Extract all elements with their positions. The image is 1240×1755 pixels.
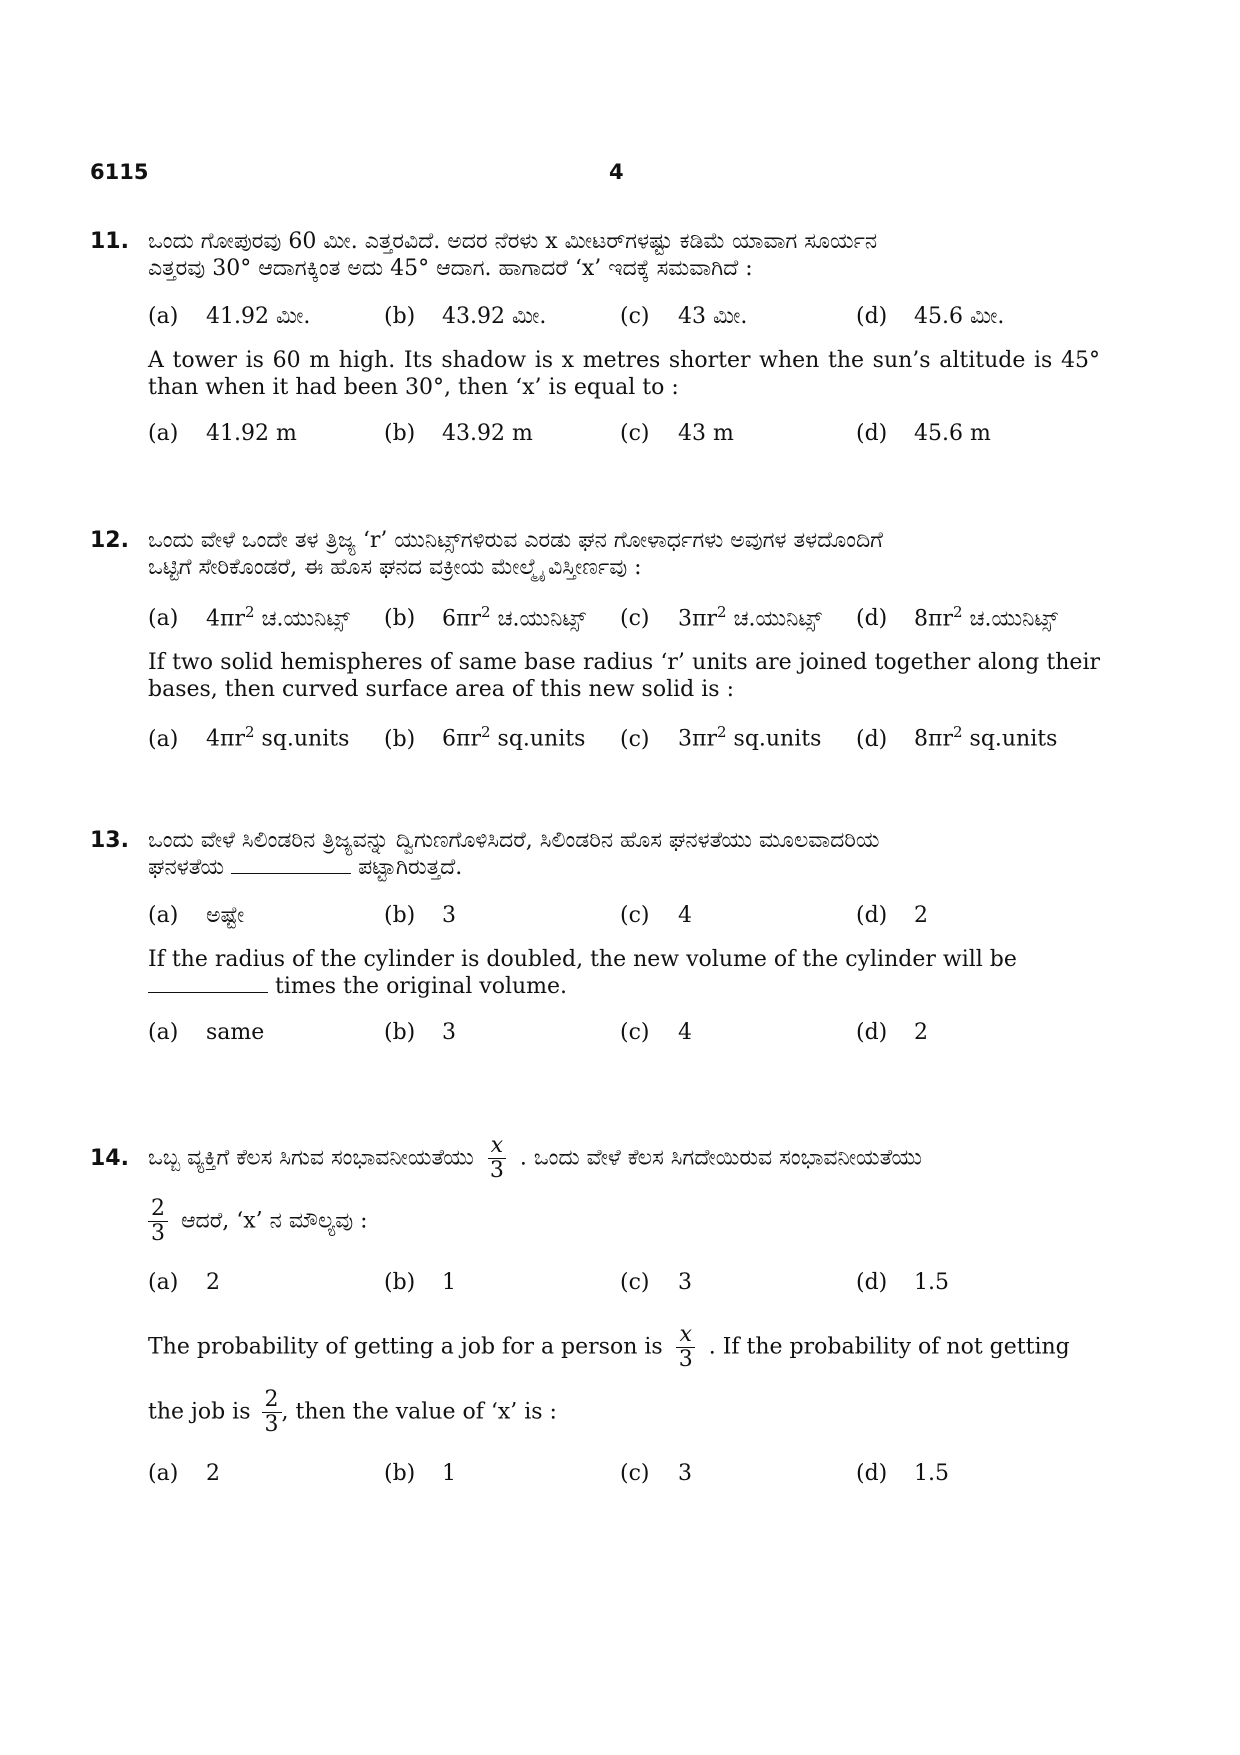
english-options: [90, 723, 1100, 751]
option-label: (d): [856, 726, 888, 752]
question-number: 13.: [90, 828, 129, 853]
option-label: (b): [384, 606, 416, 632]
option-label: (c): [620, 1270, 650, 1295]
option-a: ಅಷ್ಟೇ: [206, 903, 245, 928]
kannada-options: [90, 1270, 1100, 1295]
option-label: (c): [620, 304, 650, 329]
kannada-options: [90, 304, 1100, 329]
option-d: 45.6 ಮೀ.: [914, 304, 1005, 329]
option-label: (c): [620, 726, 650, 752]
kannada-options: [90, 903, 1100, 928]
option-label: (b): [384, 1461, 416, 1486]
kannada-text-line-2: ಎತ್ತರವು 30° ಆದಾಗಕ್ಕಿಂತ ಅದು 45° ಆದಾಗ. ಹಾಗಾದರೆ ‘x’ ಇದಕ್ಕೆ ಸಮವಾಗಿದೆ :: [148, 256, 753, 281]
english-text: A tower is 60 m high. Its shadow is x metres shorter when the sun’s altitude is 45° than when it had been 30°, then ‘x’ is equal to :: [148, 348, 1100, 400]
option-a: $4\pi r^2$ ಚ.ಯುನಿಟ್ಸ್: [206, 603, 350, 632]
option-c: $3\pi r^2$ ಚ.ಯುನಿಟ್ಸ್: [678, 603, 822, 632]
option-d: $8\pi r^2$ sq.units: [914, 723, 1058, 752]
option-label: (a): [148, 1461, 179, 1486]
option-a: 2: [206, 1461, 220, 1486]
option-b: $6\pi r^2$ sq.units: [442, 723, 586, 752]
option-b: 1: [442, 1461, 456, 1486]
fraction-2-over-3: $\frac{2}{3}$: [148, 1197, 168, 1246]
english-options: [90, 421, 1100, 446]
english-text-line-1: If the radius of the cylinder is doubled, the new volume of the cylinder will be: [148, 947, 1017, 972]
option-label: (a): [148, 606, 179, 632]
option-c: $3\pi r^2$ sq.units: [678, 723, 822, 752]
option-c: 3: [678, 1461, 692, 1486]
option-label: (b): [384, 726, 416, 752]
option-label: (d): [856, 1461, 888, 1486]
option-label: (b): [384, 1020, 416, 1045]
option-c: 43 m: [678, 421, 734, 446]
option-d: 2: [914, 1020, 928, 1045]
option-label: (a): [148, 903, 179, 928]
question-number: 14.: [90, 1146, 129, 1171]
option-label: (b): [384, 903, 416, 928]
option-label: (d): [856, 606, 888, 632]
kannada-text-line-2: ಘನಳತೆಯ ಪಟ್ಟಾಗಿರುತ್ತದೆ.: [148, 855, 463, 880]
option-label: (a): [148, 421, 179, 446]
option-label: (c): [620, 903, 650, 928]
question-12: [90, 527, 1100, 752]
question-11: [90, 228, 1100, 446]
option-a: 41.92 ಮೀ.: [206, 304, 311, 329]
kannada-text-line-1: ಒಂದು ವೇಳೆ ಸಿಲಿಂಡರಿನ ತ್ರಿಜ್ಯವನ್ನು ದ್ವಿಗುಣಗೊಳಿಸಿದರೆ, ಸಿಲಿಂಡರಿನ ಹೊಸ ಘನಳತೆಯು ಮೂಲವಾದರಿಯ: [148, 828, 880, 853]
kannada-text-line-1: ಒಂದು ಗೋಪುರವು 60 ಮೀ. ಎತ್ತರವಿದೆ. ಅದರ ನೆರಳು x ಮೀಟರ್‌ಗಳಷ್ಟು ಕಡಿಮೆ ಯಾವಾಗ ಸೂರ್ಯನ: [148, 229, 878, 254]
option-label: (b): [384, 304, 416, 329]
option-label: (a): [148, 1270, 179, 1295]
option-label: (d): [856, 304, 888, 329]
english-options: [90, 1461, 1100, 1486]
kannada-options: [90, 603, 1100, 631]
option-label: (a): [148, 304, 179, 329]
option-a: 41.92 m: [206, 421, 297, 446]
kannada-text-line-1: ಒಂದು ವೇಳೆ ಒಂದೇ ತಳ ತ್ರಿಜ್ಯ ‘r’ ಯುನಿಟ್ಸ್‌ಗಳಿರುವ ಎರಡು ಘನ ಗೋಳಾರ್ಧಗಳು ಅವುಗಳ ತಳದೊಂದಿಗೆ: [148, 528, 883, 553]
fraction-x-over-3: $\frac{x}{3}$: [676, 1323, 696, 1372]
option-b: $6\pi r^2$ ಚ.ಯುನಿಟ್ಸ್: [442, 603, 586, 632]
option-a: 2: [206, 1270, 220, 1295]
option-c: 4: [678, 903, 692, 928]
fill-in-blank: [148, 974, 268, 993]
english-text-line-2: the job is $\frac{2}{3}$ , then the value of ‘x’ is :: [148, 1387, 557, 1437]
option-label: (c): [620, 606, 650, 632]
option-c: 43 ಮೀ.: [678, 304, 748, 329]
option-label: (b): [384, 421, 416, 446]
option-d: 45.6 m: [914, 421, 991, 446]
option-c: 3: [678, 1270, 692, 1295]
option-b: 3: [442, 1020, 456, 1045]
kannada-text-line-2: ಒಟ್ಟಿಗೆ ಸೇರಿಕೊಂಡರೆ, ಈ ಹೊಸ ಘನದ ವಕ್ರೀಯ ಮೇಲ್ಮೈ ವಿಸ್ತೀರ್ಣವು :: [148, 555, 642, 580]
paper-code: 6115: [90, 160, 149, 184]
option-b: 43.92 ಮೀ.: [442, 304, 547, 329]
page-number: 4: [609, 160, 624, 184]
english-text-line-2: times the original volume.: [90, 973, 1100, 1000]
option-a: $4\pi r^2$ sq.units: [206, 723, 350, 752]
option-label: (c): [620, 1020, 650, 1045]
option-b: 3: [442, 903, 456, 928]
option-d: $8\pi r^2$ ಚ.ಯುನಿಟ್ಸ್: [914, 603, 1058, 632]
question-number: 11.: [90, 229, 129, 254]
option-d: 1.5: [914, 1270, 949, 1295]
fraction-x-over-3: $\frac{x}{3}$: [487, 1134, 507, 1183]
option-a: same: [206, 1020, 265, 1045]
option-label: (d): [856, 1270, 888, 1295]
option-b: 43.92 m: [442, 421, 533, 446]
question-number: 12.: [90, 528, 129, 553]
option-label: (a): [148, 1020, 179, 1045]
option-label: (a): [148, 726, 179, 752]
english-options: [90, 1020, 1100, 1045]
fill-in-blank: [231, 855, 351, 874]
option-c: 4: [678, 1020, 692, 1045]
kannada-text-line-2: $\frac{2}{3}$ ಆದರೆ, ‘x’ ನ ಮೌಲ್ಯವು :: [90, 1197, 1100, 1246]
question-13: [90, 827, 1100, 1045]
question-14: [90, 1134, 1100, 1486]
kannada-text-line-1: ಒಬ್ಬ ವ್ಯಕ್ತಿಗೆ ಕೆಲಸ ಸಿಗುವ ಸಂಭಾವನೀಯತೆಯು $\frac{x}{3}$ . ಒಂದು ವೇಳೆ ಕೆಲಸ ಸಿಗದೇಯಿರುವ ಸಂಭಾವನೀಯತೆಯು: [148, 1133, 923, 1183]
option-d: 2: [914, 903, 928, 928]
option-label: (b): [384, 1270, 416, 1295]
fraction-2-over-3: $\frac{2}{3}$: [262, 1388, 282, 1437]
english-text: If two solid hemispheres of same base radius ‘r’ units are joined together along their bases, then curved surface area of this new solid is :: [148, 650, 1100, 703]
option-label: (c): [620, 421, 650, 446]
option-label: (d): [856, 903, 888, 928]
option-d: 1.5: [914, 1461, 949, 1486]
option-label: (c): [620, 1461, 650, 1486]
option-label: (d): [856, 421, 888, 446]
option-b: 1: [442, 1270, 456, 1295]
english-text-line-1: The probability of getting a job for a person is $\frac{x}{3}$ . If the probability of not getting: [148, 1322, 1070, 1372]
option-label: (d): [856, 1020, 888, 1045]
